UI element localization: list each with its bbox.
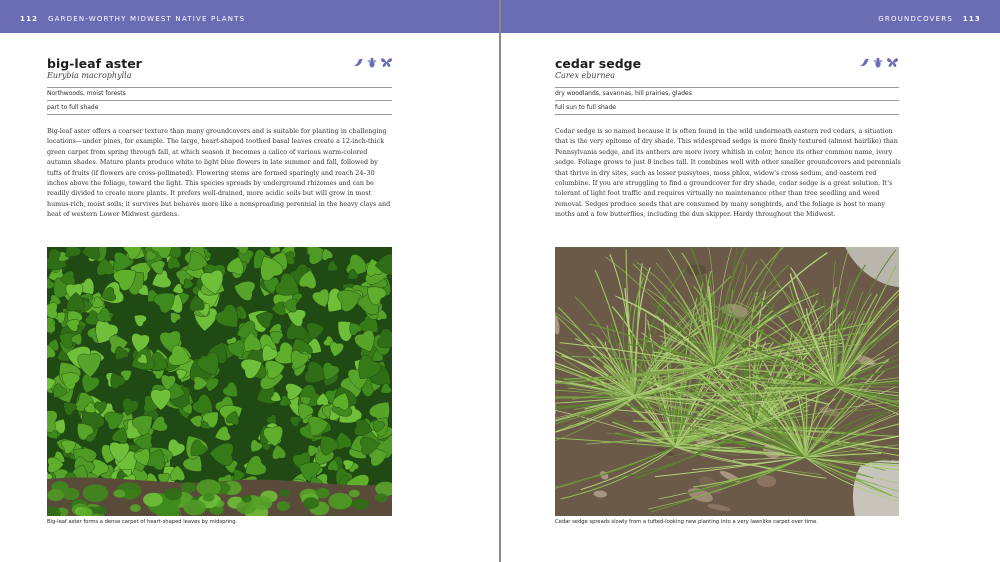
photo-caption: Big-leaf aster forms a dense carpet of heart-shaped leaves by midspring. — [47, 519, 238, 525]
plant-common-name: cedar sedge — [555, 56, 642, 71]
description-paragraph: Cedar sedge is so named because it is often found in the wild underneath eastern red cedars, a situation that is the very epitome of dry shade. This widespread sedge is more finely textured (almost hairlike) than Pennsylvania sedge, and its anthers are more ivory whitish in color, hence its other common name, ivory sedge. Foliage grows to just 8 inches tall. It combines well with other smaller groundcovers and perennials that thrive in dry sites, such as lesser pussytoes, moss phlox, widow's cross sedum, and eastern red columbine. If you are struggling to find a groundcover for dry shade, cedar sedge is a great solution. It's tolerant of light foot traffic and requires virtually no maintenance other than tree seedling and weed removal. Sedges produce seeds that are consumed by many songbirds, and the foliage is host to many moths and a few butterflies, including the dun skipper. Hardy throughout the Midwest. — [555, 128, 901, 219]
divider-rule — [47, 100, 392, 101]
description-paragraph: Big-leaf aster offers a coarser texture than many groundcovers and is suitable for planting in challenging locations—under pines, for example. The large, heart-shaped toothed basal leaves create a 12-inch-thick green carpet from spring through fall, at which season it becomes a calico of various warm-colored autumn shades. Mature plants produce white to light blue flowers in late summer and fall, followed by tufts of fruits (if flowers are cross-pollinated). Flowering stems are formed sparingly and reach 24–30 inches above the foliage, toward the light. This species spreads by underground rhizomes and can be readily divided to create more plants. It prefers well-drained, more acidic soils but will grow in most humus-rich, moist soils; it survives but behaves more like a nonspreading perennial in the heavy clays and heat of western Lower Midwest gardens. — [47, 128, 391, 219]
plant-common-name: big-leaf aster — [47, 56, 142, 71]
bird-icon — [353, 57, 364, 68]
photo-caption: Cedar sedge spreads slowly from a tufted-looking new planting into a very lawnlike carpet over time. — [555, 519, 819, 525]
divider-rule — [555, 100, 899, 101]
divider-rule — [47, 87, 392, 88]
left-page — [0, 0, 499, 562]
page-number: 113 — [962, 15, 981, 23]
butterfly-icon — [380, 57, 393, 68]
habitat-line: Northwoods, moist forests — [47, 90, 126, 97]
bird-icon — [859, 57, 870, 68]
wildlife-icons — [353, 57, 393, 68]
plant-description — [555, 127, 901, 221]
plant-latin-name: Eurybia macrophylla — [47, 71, 132, 80]
divider-rule — [555, 114, 899, 115]
plant-description — [47, 127, 393, 221]
plant-latin-name: Carex eburnea — [555, 71, 615, 80]
right-page-header — [501, 0, 1000, 33]
running-title: GROUNDCOVERS — [878, 15, 953, 23]
running-title: GARDEN-WORTHY MIDWEST NATIVE PLANTS — [48, 15, 246, 23]
plant-photo — [555, 247, 900, 516]
bee-icon — [367, 57, 377, 68]
bee-icon — [873, 57, 883, 68]
habitat-line: dry woodlands, savannas, hill prairies, glades — [555, 90, 692, 97]
wildlife-icons — [859, 57, 899, 68]
page-number: 112 — [20, 15, 39, 23]
butterfly-icon — [886, 57, 899, 68]
light-line: part to full shade — [47, 104, 99, 111]
light-line: full sun to full shade — [555, 104, 616, 111]
plant-photo — [47, 247, 392, 516]
divider-rule — [555, 87, 899, 88]
left-page-header — [0, 0, 499, 33]
right-page — [501, 0, 1000, 562]
divider-rule — [47, 114, 392, 115]
